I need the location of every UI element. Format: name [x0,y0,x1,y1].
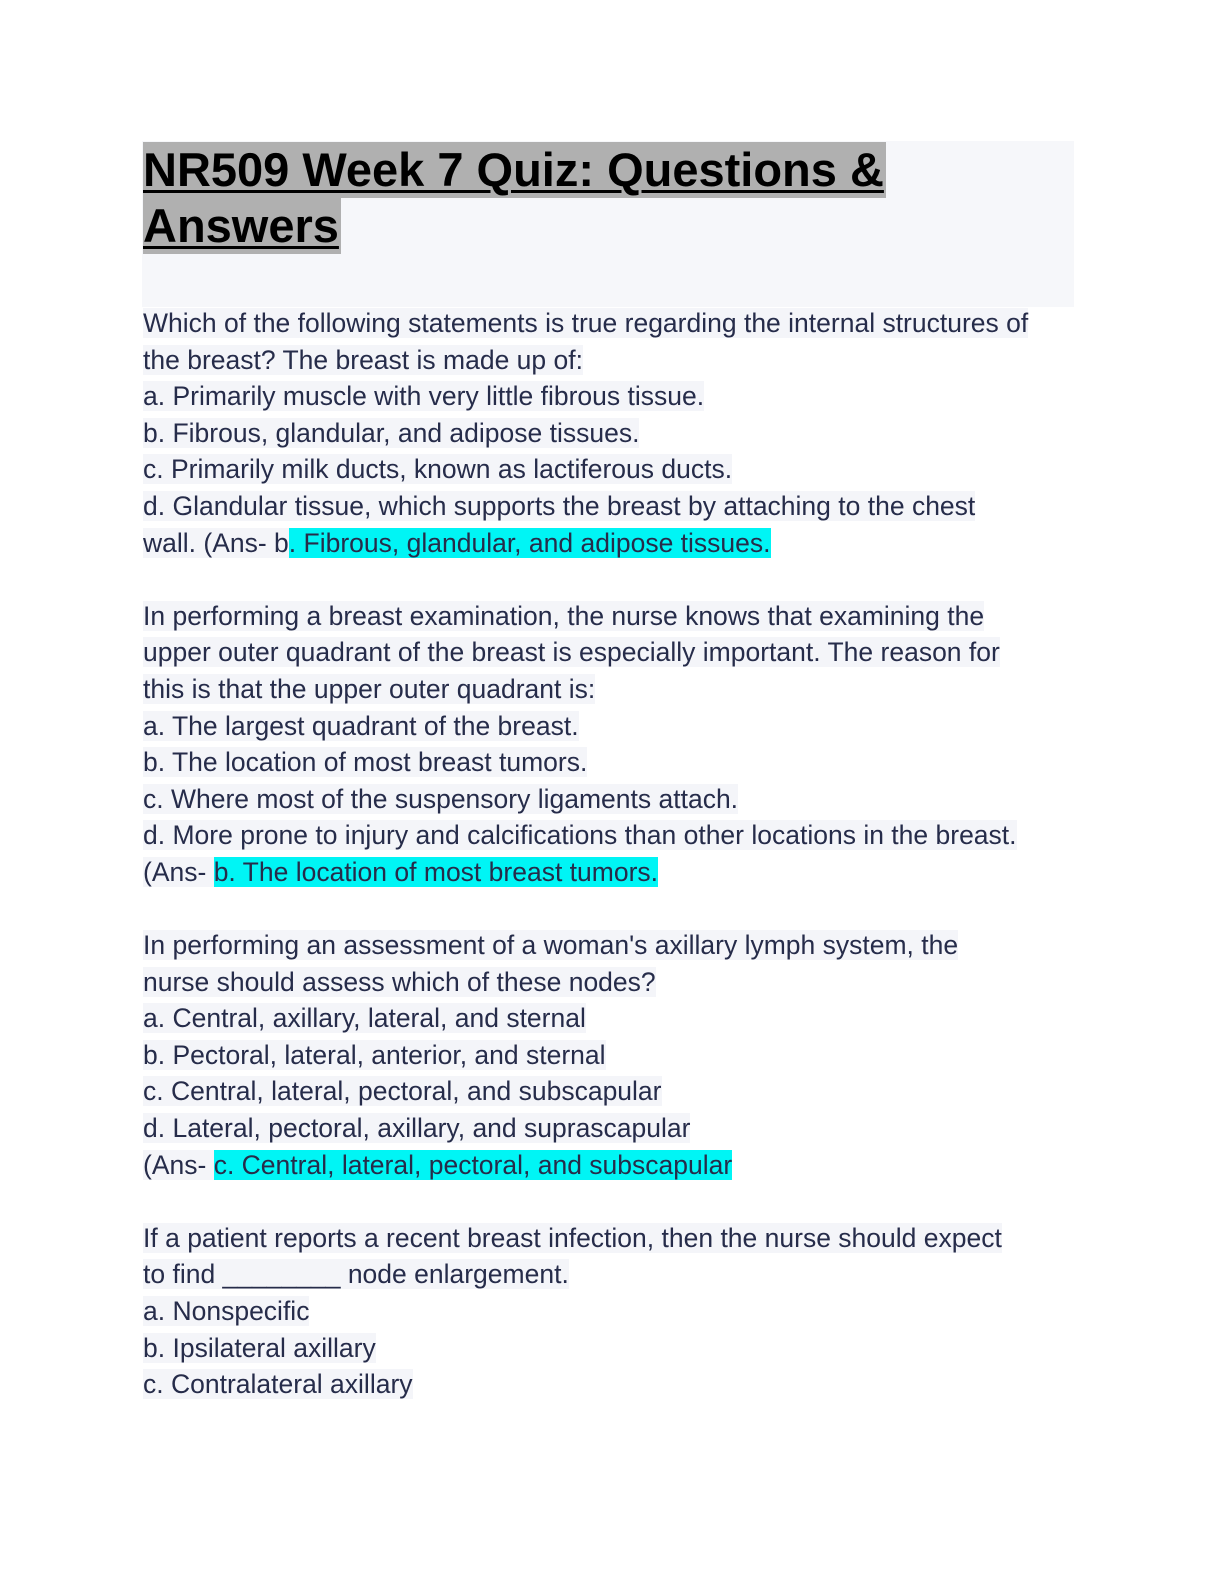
option-d: d. More prone to injury and calcifications than other locations in the breast. [143,820,1017,851]
option-a: a. Nonspecific [143,1296,310,1327]
option-c: c. Contralateral axillary [143,1369,413,1400]
answer-highlight: . Fibrous, glandular, and adipose tissues. [288,527,771,558]
question-1 [143,305,1103,561]
option-b: b. Pectoral, lateral, anterior, and sternal [143,1039,606,1070]
spacer [143,1183,1103,1220]
question-2 [143,598,1103,891]
answer-highlight: b. The location of most breast tumors. [213,856,659,887]
option-a: a. The largest quadrant of the breast. [143,710,579,741]
option-c: c. Central, lateral, pectoral, and subscapular [143,1076,662,1107]
question-line: the breast? The breast is made up of: [143,344,583,375]
question-line: to find ________ node enlargement. [143,1259,569,1290]
spacer [143,561,1103,598]
question-line: Which of the following statements is true regarding the internal structures of [143,308,1029,338]
answer-line [143,525,1103,562]
question-line: If a patient reports a recent breast infection, then the nurse should expect [143,1222,1002,1253]
option-b: b. The location of most breast tumors. [143,747,588,778]
answer-line [143,1147,1103,1184]
answer-line [143,854,1103,891]
title-line-1: NR509 Week 7 Quiz: Questions & [143,143,884,196]
document-title [143,142,886,254]
question-line: In performing a breast examination, the nurse knows that examining the [143,600,985,631]
option-d: d. Lateral, pectoral, axillary, and suprascapular [143,1113,691,1144]
answer-prefix: wall. (Ans- b [143,527,289,558]
question-3 [143,927,1103,1183]
question-4 [143,1220,1103,1403]
option-d: d. Glandular tissue, which supports the breast by attaching to the chest [143,490,976,521]
option-a: a. Primarily muscle with very little fibrous tissue. [143,381,705,412]
option-c: c. Where most of the suspensory ligaments attach. [143,783,739,814]
option-b: b. Fibrous, glandular, and adipose tissues. [143,417,640,448]
question-line: In performing an assessment of a woman's axillary lymph system, the [143,930,959,961]
option-a: a. Central, axillary, lateral, and sternal [143,1003,586,1034]
question-line: nurse should assess which of these nodes? [143,966,656,997]
question-line: upper outer quadrant of the breast is especially important. The reason for [143,637,1000,668]
option-b: b. Ipsilateral axillary [143,1332,376,1363]
spacer [143,891,1103,928]
question-line: this is that the upper outer quadrant is: [143,673,596,704]
answer-highlight: c. Central, lateral, pectoral, and subscapular [213,1149,733,1180]
title-line-2: Answers [143,199,339,252]
quiz-body [143,305,1103,1403]
option-c: c. Primarily milk ducts, known as lactiferous ducts. [143,454,733,485]
answer-prefix: (Ans- [143,856,214,887]
answer-prefix: (Ans- [143,1149,214,1180]
